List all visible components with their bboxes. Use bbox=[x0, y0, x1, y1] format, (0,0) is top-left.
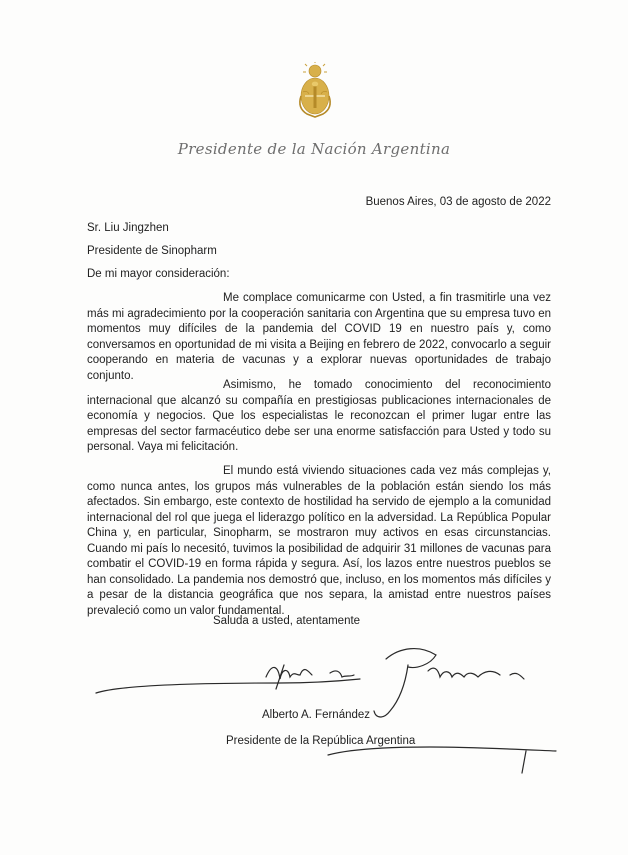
letter-paragraph-2: Asimismo, he tomado conocimiento del reconocimiento internacional que alcanzó su compañía en prestigiosas publicaciones internacionales de economía y negocios. Que los especialistas le reconozcan el primer lugar entre las empresas del sector farmacéutico debe ser una enorme satisfacción para Usted y todo su personal. Vaya mi felicitación. bbox=[87, 379, 551, 453]
handwritten-signature bbox=[90, 635, 560, 775]
letter-date: Buenos Aires, 03 de agosto de 2022 bbox=[365, 196, 551, 208]
recipient-name: Sr. Liu Jingzhen bbox=[87, 222, 169, 234]
closing: Saluda a usted, atentamente bbox=[213, 615, 361, 627]
recipient-title: Presidente de Sinopharm bbox=[87, 245, 217, 257]
letter-paragraph-3: El mundo está viviendo situaciones cada vez más complejas y, como nunca antes, los grupos más vulnerables de la población están siendo los más afectados. Sin embargo, este contexto de hostilidad ha servido de ejemplo a la comunidad internacional del rol que juega el liderazgo político en la adversidad. La República Popular China y, en particular, Sinopharm, se mostraron muy activos en esas circunstancias. Cuando mi país lo necesitó, tuvimos la posibilidad de adquirir 31 millones de vacunas para combatir el COVID-19 en forma rápida y segura. Así, los lazos entre nuestros pueblos se han consolidado. La pandemia nos demostró que, incluso, en los momentos más difíciles y a pesar de la distancia geográfica que nos separa, la amistad entre nuestros países prevaleció como un valor fundamental. bbox=[87, 465, 551, 617]
salutation: De mi mayor consideración: bbox=[87, 268, 230, 280]
letterhead-title: Presidente de la Nación Argentina bbox=[177, 140, 451, 158]
coat-of-arms-icon bbox=[293, 62, 337, 118]
signer-name: Alberto A. Fernández bbox=[262, 709, 371, 721]
signer-title: Presidente de la República Argentina bbox=[226, 735, 416, 747]
letter-paragraph-1: Me complace comunicarme con Usted, a fin trasmitirle una vez más mi agradecimiento por la cooperación sanitaria con Argentina que su empresa tuvo en momentos muy difíciles de la pandemia del COVID 19 en nuestro país y, como conversamos en oportunidad de mi visita a Beijing en febrero de 2022, convocarlo a seguir cooperando en materia de vacunas y a explorar nuevas oportunidades de trabajo conjunto. bbox=[87, 292, 551, 382]
